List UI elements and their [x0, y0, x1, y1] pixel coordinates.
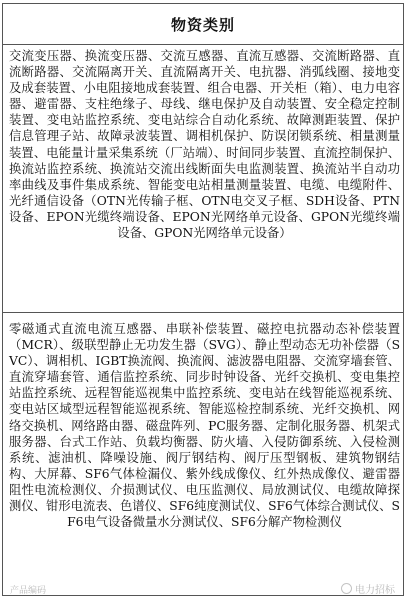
watermark-left: 产品编码	[10, 586, 47, 596]
table-header-title: 物资类别	[170, 15, 235, 34]
material-category-table	[2, 3, 404, 596]
watermark-right	[341, 581, 395, 596]
table-header	[3, 4, 403, 45]
watermark-right-text: 电力招标	[355, 585, 395, 596]
watermark-logo-icon	[341, 583, 352, 594]
category-list-1: 交流变压器、换流变压器、交流互感器、直流互感器、交流断路器、直流断路器、交流隔离开关、直流隔离开关、电抗器、消弧线圈、接地变及成套装置、小电阻接地成套装置、组合电器、开关柜（箱）、电力电容器、避雷器、支柱绝缘子、母线、继电保护及自动装置、安全稳定控制装置、变电站监控系统、变电站综合自动化系统、故障测距装置、保护信息管理子站、故障录波装置、调相机保护、防误闭锁系统、相量测量装置、电能量计量采集系统（厂站端）、时间同步装置、直流控制保护、换流站监控系统、换流站交流出线断面失电监测装置、换流站半自动功率曲线及事件集成系统、智能变电站相量测量装置、电缆、电缆附件、光纤通信设备（OTN光传输子框、OTN电交叉子框、SDH设备、PTN设备、EPON光缆终端设备、EPON光网络单元设备、GPON光缆终端设备、GPON光网络单元设备）	[3, 45, 403, 313]
category-list-2: 零磁通式直流电流互感器、串联补偿装置、磁控电抗器动态补偿装置（MCR）、级联型静止无功发生器（SVG）、静止型动态无功补偿器（SVC）、调相机、IGBT换流阀、换流阀、滤波器电阻器、交流穿墙套管、直流穿墙套管、通信监控系统、同步时钟设备、光纤交换机、变电集控站监控系统、远程智能巡视集中监控系统、变电站在线智能巡视系统、变电站区域型远程智能巡视系统、智能巡检控制系统、光纤交换机、网络交换机、网络路由器、磁盘阵列、PC服务器、定制化服务器、机架式服务器、台式工作站、负载均衡器、防火墙、入侵防御系统、入侵检测系统、滤油机、降噪设施、阀厅钢结构、阀厅压型钢板、建筑物钢结构、大屏幕、SF6气体检漏仪、紫外线成像仪、红外热成像仪、避雷器阻性电流检测仪、介损测试仪、电压监测仪、局放测试仪、电缆故障探测仪、钳形电流表、色谱仪、SF6纯度测试仪、SF6气体综合测试仪、SF6电气设备微量水分测试仪、SF6分解产物检测仪	[9, 322, 400, 530]
